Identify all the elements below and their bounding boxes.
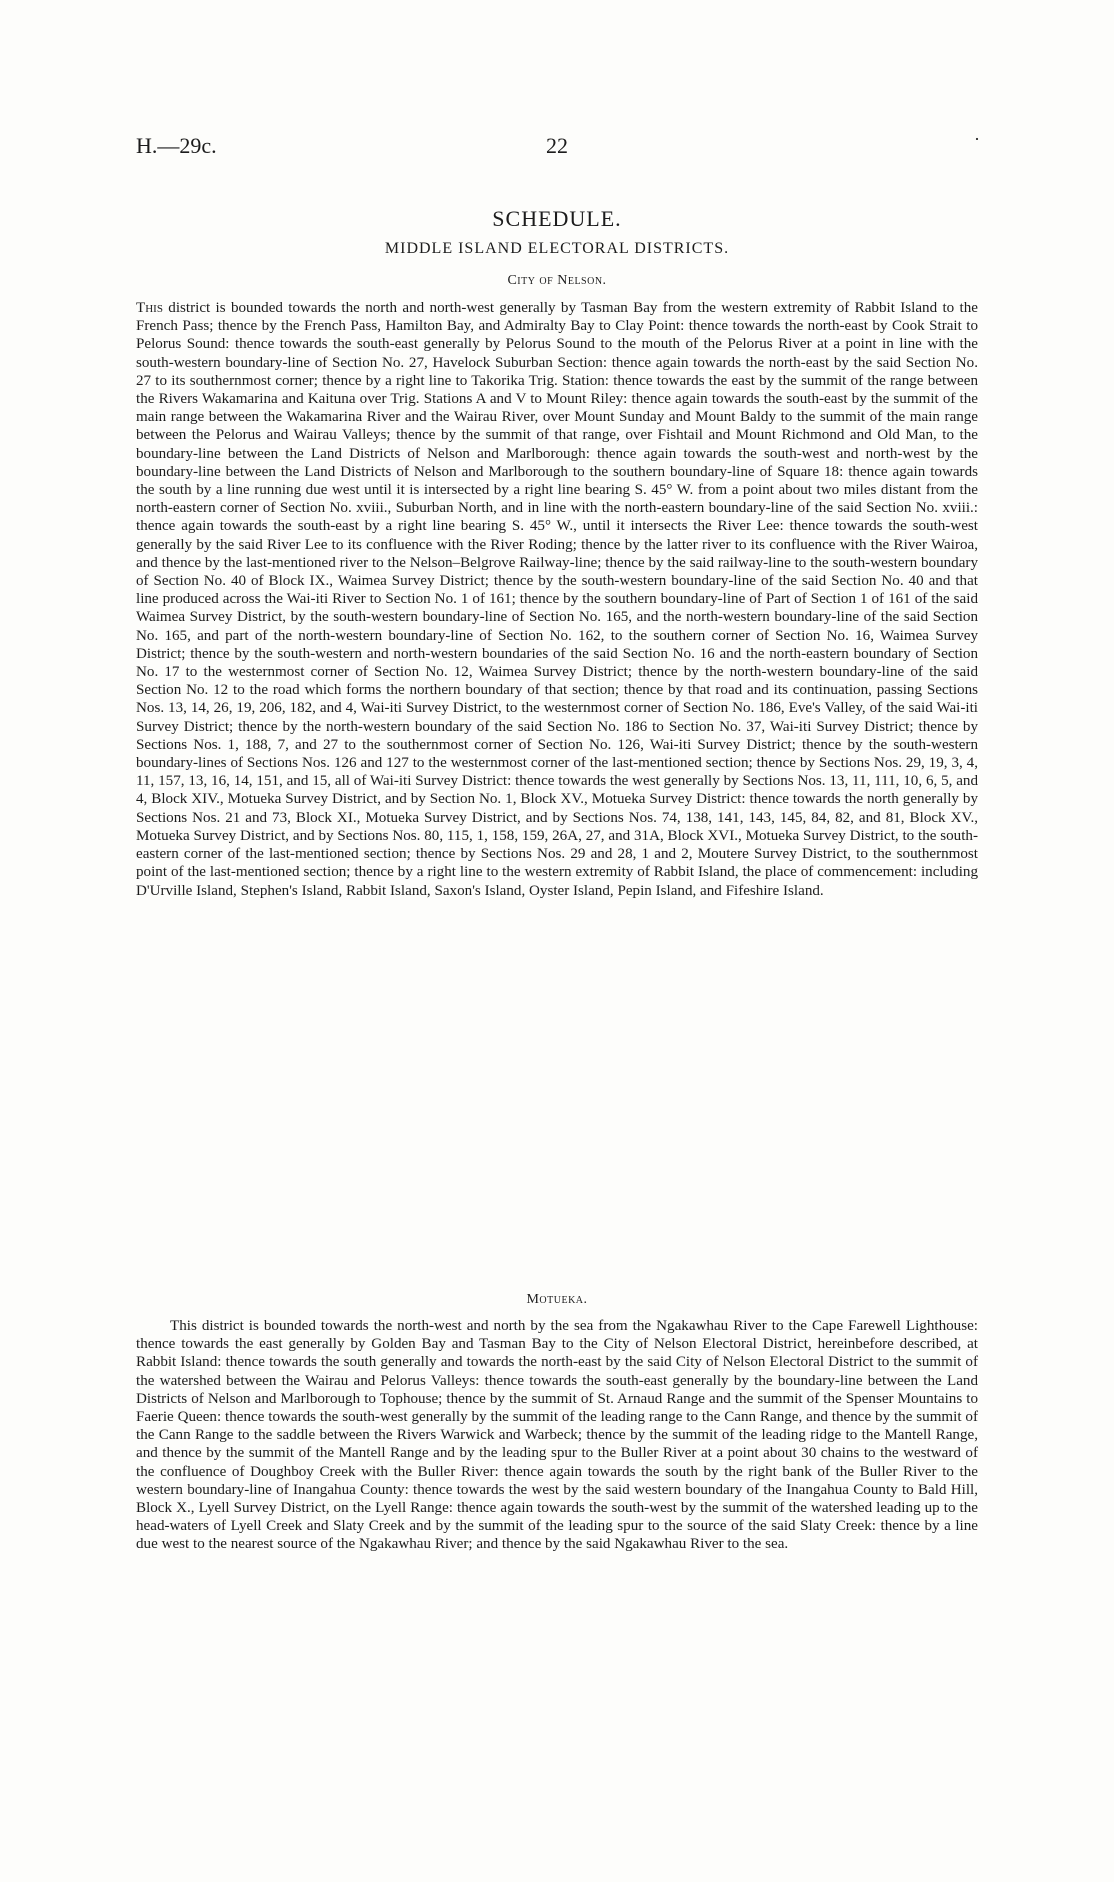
- section-body-city-of-nelson: [136, 299, 978, 900]
- page-number: 22: [546, 133, 568, 158]
- stray-mark: ·: [974, 129, 980, 149]
- document-reference: H.—29c.: [136, 133, 217, 158]
- section-body-motueka: This district is bounded towards the north-west and north by the sea from the Ngakawhau River to the Cape Farewell Lighthouse: thence towards the east generally by Golden Bay and Tasman Bay to the City of Nelson Electoral District, hereinbefore described, at Rabbit Island: thence towards the south generally and towards the north-east by the said City of Nelson Electoral District to the summit of the watershed between the Wairau and Pelorus Valleys: thence towards the south-east generally by the boundary-line between the Land Districts of Nelson and Marlborough to Tophouse; thence by the summit of St. Arnaud Range and the summit of the Spenser Mountains to Faerie Queen: thence towards the south-west generally by the summit of the leading range to the Cann Range, and thence by the summit of the Cann Range to the saddle between the Rivers Warwick and Warbeck; thence by the summit of the leading ridge to the Mantell Range, and thence by the summit of the Mantell Range and by the leading spur to the Buller River at a point about 30 chains to the westward of the confluence of Doughboy Creek with the Buller River: thence again towards the south by the right bank of the Buller River to the western boundary-line of Inangahua County: thence towards the west by the said western boundary of the Inangahua County to Bald Hill, Block X., Lyell Survey District, on the Lyell Range: thence again towards the south-west by the summit of the watershed leading up to the head-waters of Lyell Creek and Slaty Creek and by the summit of the leading spur to the source of the said Slaty Creek: thence by a line due west to the nearest source of the Ngakawhau River; and thence by the said Ngakawhau River to the sea.: [136, 1318, 978, 1553]
- schedule-subtitle: MIDDLE ISLAND ELECTORAL DISTRICTS.: [384, 240, 730, 257]
- page-header: [136, 129, 980, 163]
- schedule-title: SCHEDULE.: [492, 206, 622, 231]
- section-body-text: district is bounded towards the north and north-west generally by Tasman Bay from the western extremity of Rabbit Island to the French Pass; thence by the French Pass, Hamilton Bay, and Admiralty Bay to Clay Point: thence towards the north-east by Cook Strait to Pelorus Sound: thence towards the south-east generally by Pelorus Sound to the mouth of the Pelorus River at a point in line with the south-western boundary-line of Section No. 27, Havelock Suburban Section: thence again towards the north-east by the said Section No. 27 to its southernmost corner; thence by a right line to Takorika Trig. Station: thence towards the east by the summit of the range between the Rivers Wakamarina and Kaituna over Trig. Stations A and V to Mount Riley: thence again towards the south-east by the summit of the main range between the Wakamarina River and the Wairau River, over Mount Sunday and Mount Baldy to the summit of the main range between the Pelorus and Wairau Valleys; thence by the summit of that range, over Fishtail and Mount Richmond and Old Man, to the boundary-line between the Land Districts of Nelson and Marlborough: thence again towards the south-west and north-west by the boundary-line between the Land Districts of Nelson and Marlborough to the southern boundary-line of Square 18: thence again towards the south by a line running due west until it is intersected by a right line bearing S. 45° W. from a point about two miles distant from the north-eastern corner of Section No. xviii., Suburban North, and in line with the north-eastern boundary-line of the said Section No. xviii.: thence again towards the south-east by a right line bearing S. 45° W., until it intersects the River Lee: thence towards the south-west generally by the said River Lee to its confluence with the River Roding; thence by the latter river to its confluence with the River Wairoa, and thence by the last-mentioned river to the Nelson–Belgrove Railway-line; thence by the said railway-line to the south-western boundary of Section No. 40 of Block IX., Waimea Survey District; thence by the south-western boundary-line of the said Section No. 40 and that line produced across the Wai-iti River to Section No. 1 of 161; thence by the southern boundary-line of Part of Section 1 of 161 of the said Waimea Survey District, by the south-western boundary-line of Section No. 165, and the north-western boundary-line of the said Section No. 165, and part of the north-western boundary-line of Section No. 162, to the southern corner of Section No. 16, Waimea Survey District; thence by the south-western and north-western boundaries of the said Section No. 16 and the north-eastern boundary of Section No. 17 to the westernmost corner of Section No. 12, Waimea Survey District; thence by the north-western boundary-line of the said Section No. 12 to the road which forms the northern boundary of that section; thence by that road and its continuation, passing Sections Nos. 13, 14, 26, 19, 206, 182, and 4, Wai-iti Survey District, to the westernmost corner of Section No. 186, Eve's Valley, of the said Wai-iti Survey District; thence by the north-western boundary of the said Section No. 186 to Section No. 37, Wai-iti Survey District; thence by Sections Nos. 1, 188, 7, and 27 to the southernmost corner of Section No. 126, Wai-iti Survey District; thence by the south-western boundary-lines of Sections Nos. 126 and 127 to the westernmost corner of the last-mentioned section; thence by Sections Nos. 29, 19, 3, 4, 11, 157, 13, 16, 14, 151, and 15, all of Wai-iti Survey District: thence towards the west generally by Sections Nos. 13, 11, 111, 10, 6, 5, and 4, Block XIV., Motueka Survey District, and by Section No. 1, Block XV., Motueka Survey District: thence towards the north generally by Sections Nos. 21 and 73, Block XI., Motueka Survey District, and by Sections Nos. 74, 138, 141, 143, 145, 84, 82, and 81, Block XV., Motueka Survey District, and by Sections Nos. 80, 115, 1, 158, 159, 26A, 27, and 31A, Block XVI., Motueka Survey District, to the south-eastern corner of the last-mentioned section; thence by Sections Nos. 29 and 28, 1 and 2, Moutere Survey District, to the southernmost point of the last-mentioned section; thence by a right line to the western extremity of Rabbit Island, the place of commencement: including D'Urville Island, Stephen's Island, Rabbit Island, Saxon's Island, Oyster Island, Pepin Island, and Fifeshire Island.: [136, 300, 978, 899]
- section-heading-motueka: Motueka.: [526, 1292, 588, 1307]
- section-heading-city-of-nelson: City of Nelson.: [507, 273, 607, 288]
- section-lead-word: This: [136, 300, 163, 316]
